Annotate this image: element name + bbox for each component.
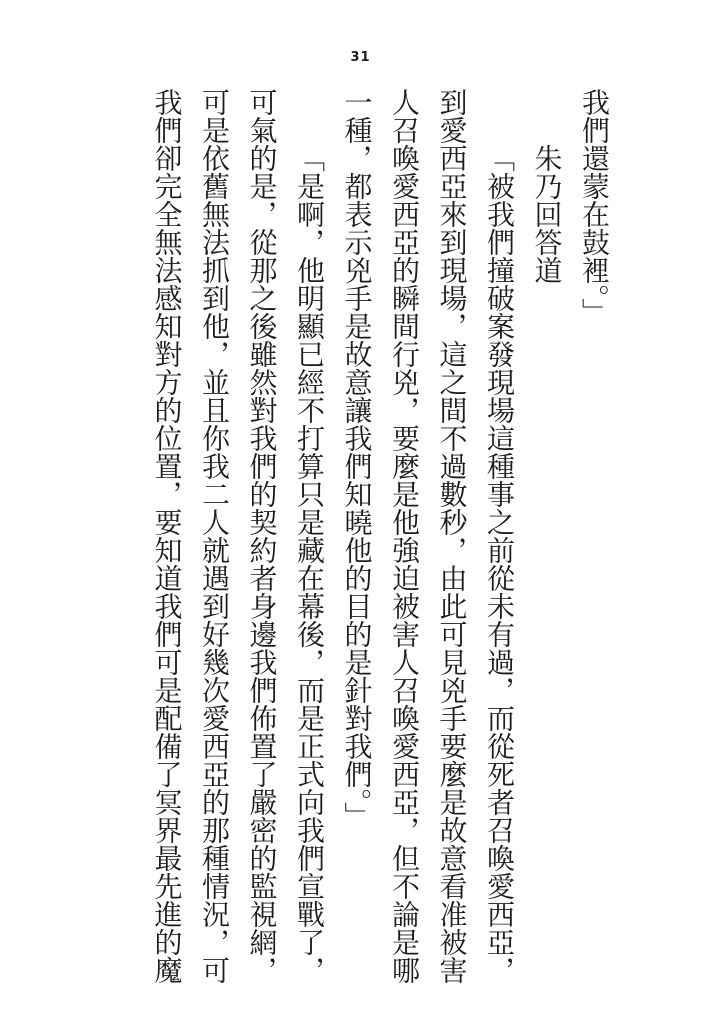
page-number: 31 <box>350 50 371 65</box>
paragraph-dialogue-end: 我們還蒙在鼓裡。」 <box>578 88 609 326</box>
body-text <box>101 88 617 984</box>
paragraph-dialogue: 「是啊，他明顯已經不打算只是藏在幕後，而是正式向我們宣戰了，可氣的是，從那之後雖然對我們的契約者身邊我們佈置了嚴密的監視網，可是依舊無法抓到他，並且你我二人就遇到好幾次愛西亞的那種情況，可我們卻完全無法感知對方的位置，要知道我們可是配備了冥界最先進的魔 <box>150 88 324 984</box>
paragraph-narration: 朱乃回答道 <box>530 144 562 284</box>
paragraph-dialogue: 「被我們撞破案發現場這種事之前從未有過，而從死者召喚愛西亞，到愛西亞來到現場，這之間不過數秒，由此可見兇手要麼是故意看准被害人召喚愛西亞的瞬間行兇，要麼是他強迫被害人召喚愛西亞，但不論是哪一種，都表示兇手是故意讓我們知曉他的目的是針對我們。」 <box>340 88 514 984</box>
